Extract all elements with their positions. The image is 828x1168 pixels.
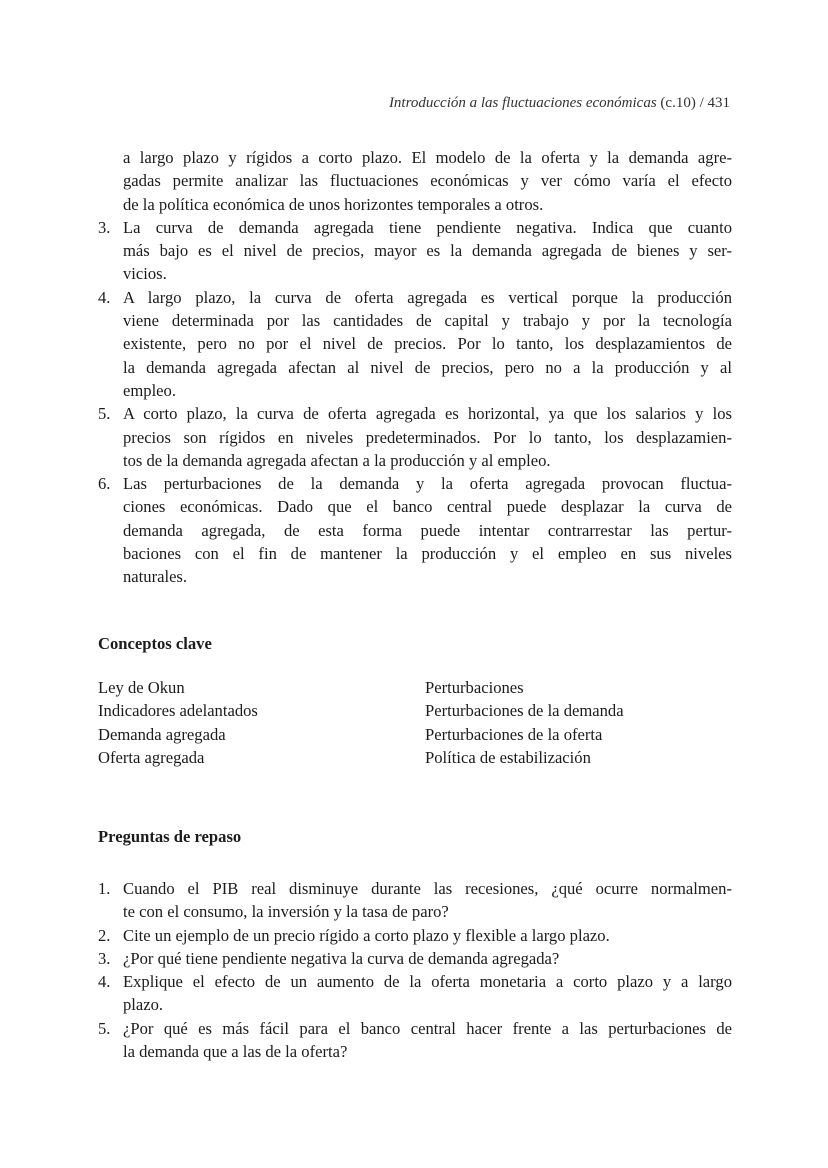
text-line: Las perturbaciones de la demanda y la oferta agregada provocan fluctua-: [123, 474, 732, 494]
text-line: Explique el efecto de un aumento de la oferta monetaria a corto plazo y a largo: [123, 972, 732, 992]
running-head-chapter: (c.10): [660, 95, 696, 111]
text-line: ¿Por qué es más fácil para el banco central hacer frente a las perturbaciones de: [123, 1018, 732, 1038]
key-concept: Perturbaciones de la oferta: [425, 724, 603, 744]
item-number: 6.: [98, 474, 111, 494]
item-number: 3.: [98, 948, 111, 968]
running-head: [389, 95, 730, 112]
text-line: A corto plazo, la curva de oferta agregada es horizontal, ya que los salarios y los: [123, 404, 732, 424]
item-number: 5.: [98, 1018, 111, 1038]
summary-item: [98, 472, 732, 588]
question-item: [98, 877, 732, 924]
text-line: Cite un ejemplo de un precio rígido a corto plazo y flexible a largo plazo.: [123, 925, 610, 945]
text-line: La curva de demanda agregada tiene pendiente negativa. Indica que cuanto: [123, 217, 732, 237]
review-questions-heading: Preguntas de repaso: [98, 827, 242, 846]
text-line: tos de la demanda agregada afectan a la producción y al empleo.: [123, 450, 551, 470]
text-line: de la política económica de unos horizontes temporales a otros.: [123, 194, 544, 214]
text-line: te con el consumo, la inversión y la tasa de paro?: [123, 902, 449, 922]
text-line: ciones económicas. Dado que el banco central puede desplazar la curva de: [123, 497, 732, 517]
review-questions-list: [98, 877, 732, 1063]
text-line: existente, pero no por el nivel de precios. Por lo tanto, los desplazamientos de: [123, 334, 732, 354]
text-line: viene determinada por las cantidades de capital y trabajo y por la tecnología: [123, 311, 732, 331]
item-number: 2.: [98, 925, 111, 945]
item-number: 3.: [98, 217, 111, 237]
item-number: 5.: [98, 404, 111, 424]
text-line: la demanda que a las de la oferta?: [123, 1042, 348, 1062]
text-line: la demanda agregada afectan al nivel de precios, pero no a la producción y al: [123, 357, 732, 377]
key-concept: Política de estabilización: [425, 747, 591, 767]
key-concepts-heading: Conceptos clave: [98, 634, 212, 653]
summary-item: [98, 216, 732, 286]
key-concept: Indicadores adelantados: [98, 701, 258, 721]
summary-item: [98, 402, 732, 472]
text-line: ¿Por qué tiene pendiente negativa la curva de demanda agregada?: [123, 948, 560, 968]
text-line: demanda agregada, de esta forma puede intentar contrarrestar las pertur-: [123, 520, 732, 540]
text-line: baciones con el fin de mantener la producción y el empleo en sus niveles: [123, 544, 732, 564]
question-item: [98, 924, 732, 947]
text-line: precios son rígidos en niveles predeterminados. Por lo tanto, los desplazamien-: [123, 427, 732, 447]
item-number: 4.: [98, 972, 111, 992]
text-line: naturales.: [123, 567, 188, 587]
running-head-separator: /: [699, 95, 704, 111]
summary-list: [98, 146, 732, 589]
item-number: 1.: [98, 879, 111, 898]
text-line: A largo plazo, la curva de oferta agregada es vertical porque la producción: [123, 287, 732, 307]
text-line: gadas permite analizar las fluctuaciones económicas y ver cómo varía el efecto: [123, 171, 732, 191]
key-concept: Ley de Okun: [98, 678, 185, 697]
key-concept: Oferta agregada: [98, 747, 205, 767]
key-concepts-right-column: [425, 676, 624, 769]
text-line: Cuando el PIB real disminuye durante las recesiones, ¿qué ocurre normalmen-: [123, 879, 732, 898]
key-concepts-left-column: [98, 676, 258, 769]
summary-item: [98, 286, 732, 402]
key-concept: Perturbaciones de la demanda: [425, 701, 624, 721]
question-item: [98, 970, 732, 1017]
key-concept: Perturbaciones: [425, 678, 524, 697]
running-head-title: Introducción a las fluctuaciones económicas: [388, 95, 657, 111]
question-item: [98, 947, 732, 970]
running-head-page-number: 431: [707, 95, 730, 111]
text-line: más bajo es el nivel de precios, mayor es la demanda agregada de bienes y ser-: [123, 241, 732, 261]
question-item: [98, 1017, 732, 1064]
text-line: vicios.: [123, 264, 167, 284]
text-line: a largo plazo y rígidos a corto plazo. El modelo de la oferta y la demanda agre-: [123, 148, 732, 167]
text-line: empleo.: [123, 380, 176, 400]
summary-continuation: [98, 146, 732, 216]
item-number: 4.: [98, 287, 111, 307]
text-line: plazo.: [123, 995, 164, 1015]
key-concept: Demanda agregada: [98, 724, 226, 744]
